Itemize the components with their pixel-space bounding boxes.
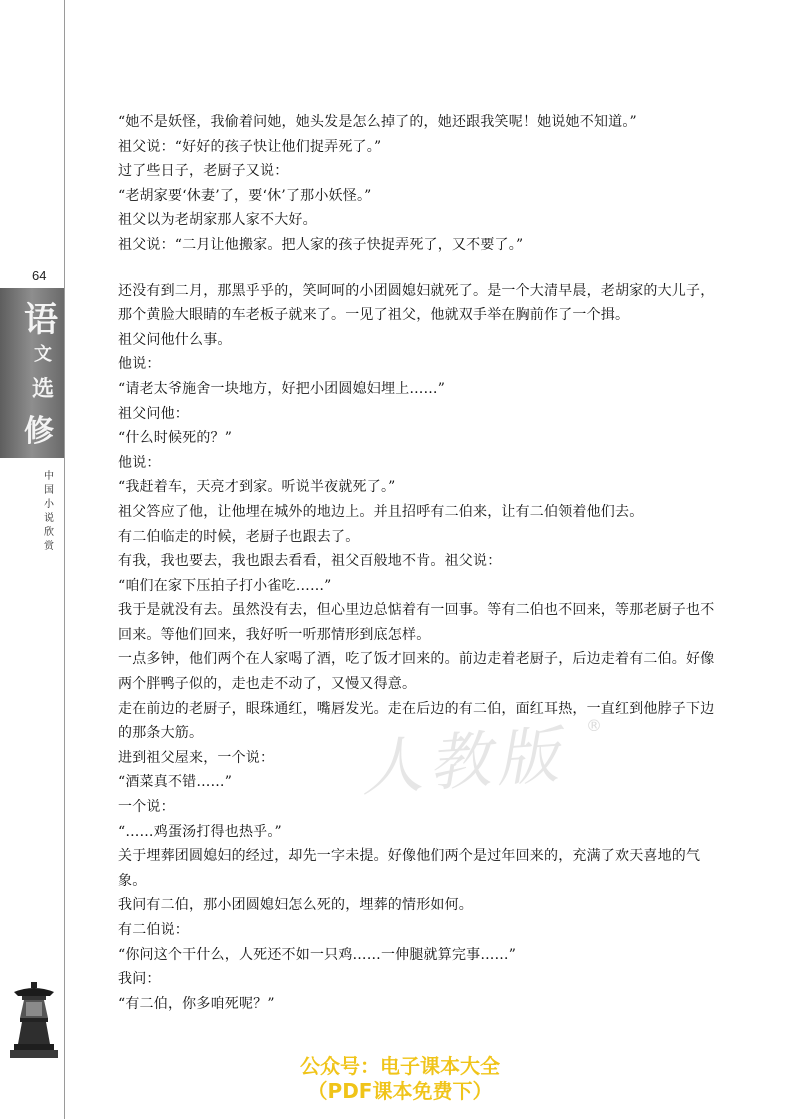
paragraph: 过了些日子，老厨子又说： (118, 163, 289, 180)
side-tab-char: 修 (24, 414, 54, 449)
paragraph: “请老太爷施舍一块地方，好把小团圆媳妇埋上……” (118, 380, 446, 397)
side-tab-char: 选 (32, 376, 55, 402)
paragraph: 有二伯说： (118, 922, 189, 938)
watermark: 人教版 (358, 717, 567, 806)
paragraph: “她不是妖怪，我偷着问她，她头发是怎么掉了的，她还跟我笑呢！她说她不知道。” (118, 114, 637, 130)
paragraph: “老胡家要‘休妻’了，要‘休’了那小妖怪。” (118, 187, 372, 204)
paragraph: 祖父问他什么事。 (118, 331, 232, 348)
paragraph: 祖父答应了他，让他埋在城外的地边上。并且招呼有二伯来，让有二伯领着他们去。 (118, 503, 644, 520)
paragraph: 进到祖父屋来，一个说： (118, 749, 275, 766)
paragraph: 祖父说：“二月让他搬家。把人家的孩子快捉弄死了，又不要了。” (118, 236, 524, 253)
side-subtitle: 中国小说欣赏 (44, 471, 54, 552)
paragraph: “你问这个干什么，人死还不如一只鸡……一伸腿就算完事……” (118, 946, 517, 963)
paragraph: 一个说： (118, 799, 175, 816)
paragraph: “有二伯，你多咱死呢？” (118, 995, 275, 1012)
side-tab-char: 文 (34, 344, 52, 365)
paragraph: “咱们在家下压拍子打小雀吃……” (118, 577, 332, 594)
paragraph: 走在前边的老厨子，眼珠通红，嘴唇发光。走在后边的有二伯，面红耳热，一直红到他脖子下边的那条大筋。 (118, 700, 715, 742)
side-tab-char: 语 (24, 300, 58, 340)
paragraph-gap (118, 258, 718, 279)
paragraph: 祖父说：“好好的孩子快让他们捉弄死了。” (118, 138, 382, 155)
paragraph: 我于是就没有去。虽然没有去，但心里边总惦着有一回事。等有二伯也不回来，等那老厨子也不回来。等他们回来，我好听一听那情形到底怎样。 (118, 602, 715, 643)
margin-rule (64, 0, 65, 1119)
paragraph: “……鸡蛋汤打得也热乎。” (118, 823, 282, 840)
body-text (118, 110, 718, 1016)
paragraph: 还没有到二月，那黑乎乎的，笑呵呵的小团圆媳妇就死了。是一个大清早晨，老胡家的大儿子，那个黄脸大眼睛的车老板子就来了。一见了祖父，他就双手举在胸前作了一个揖。 (118, 282, 715, 324)
side-tab (0, 288, 64, 458)
watermark-registered-mark: ® (586, 716, 602, 735)
paragraph: 祖父问他： (118, 405, 189, 422)
paragraph: 一点多钟，他们两个在人家喝了酒，吃了饭才回来的。前边走着老厨子，后边走着有二伯。好像两个胖鸭子似的，走也走不动了，又慢又得意。 (118, 651, 715, 693)
page-number: 64 (32, 268, 47, 283)
paragraph: 我问有二伯，那小团圆媳妇怎么死的，埋葬的情形如何。 (118, 897, 473, 914)
paragraph: 有二伯临走的时候，老厨子也跟去了。 (118, 528, 360, 545)
paragraph: 有我，我也要去，我也跟去看看，祖父百般地不肯。祖父说： (118, 553, 502, 570)
footer-line-2: （PDF课本免费下） (307, 1079, 493, 1103)
paragraph: 关于埋葬团圆媳妇的经过，却先一字未提。好像他们两个是过年回来的，充满了欢天喜地的气象。 (118, 848, 701, 889)
paragraph: 我问： (118, 971, 161, 988)
paragraph: 祖父以为老胡家那人家不大好。 (118, 212, 317, 229)
footer-line-1: 公众号：电子课本大全 (300, 1054, 500, 1078)
paragraph: “酒菜真不错……” (118, 774, 233, 791)
paragraph: “我赶着车，天亮才到家。听说半夜就死了。” (118, 479, 396, 496)
paragraph: 他说： (118, 356, 161, 373)
paragraph: “什么时候死的？” (118, 430, 233, 447)
paragraph: 他说： (118, 454, 161, 471)
